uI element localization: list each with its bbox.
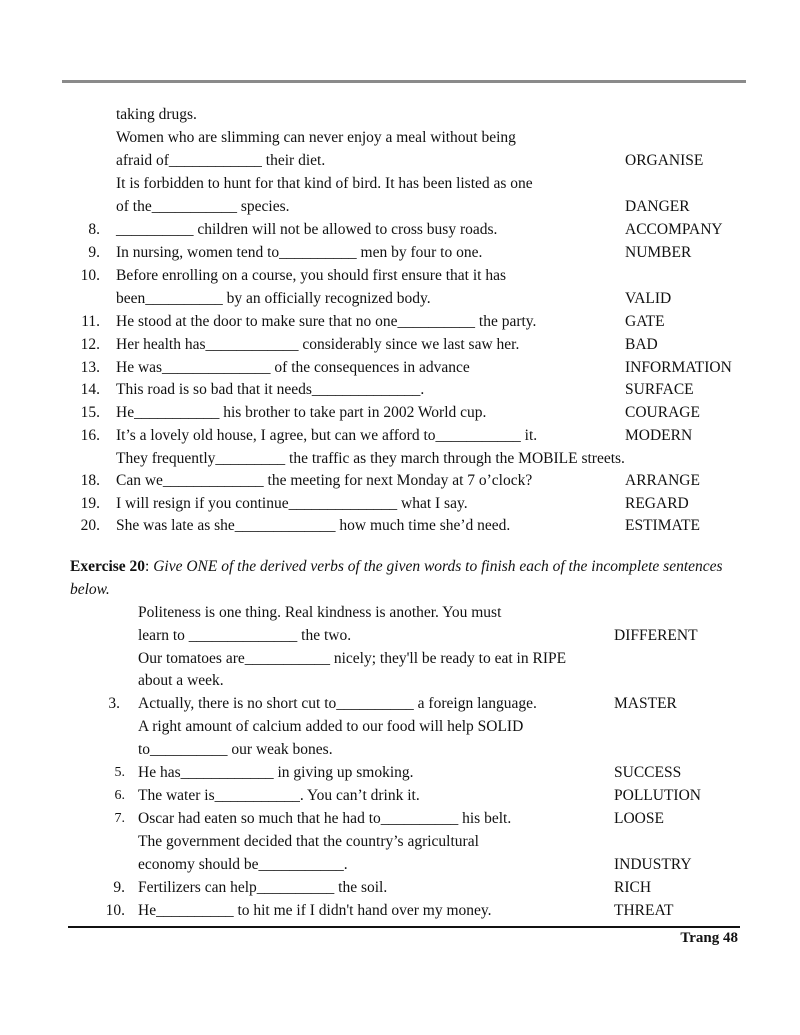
keyword: ARRANGE: [625, 472, 700, 489]
keyword: RICH: [614, 879, 652, 896]
text-line: He has____________ in giving up smoking.: [138, 764, 414, 781]
text-line: It’s a lovely old house, I agree, but can we afford to___________ it.: [116, 427, 538, 444]
text-line: taking drugs.: [116, 106, 197, 123]
keyword: ACCOMPANY: [625, 221, 723, 238]
text-line: economy should be___________.: [138, 856, 348, 873]
text-line: He__________ to hit me if I didn't hand over my money.: [138, 902, 492, 919]
item-number: 14.: [80, 381, 100, 398]
text-line: of the___________ species.: [116, 198, 290, 215]
keyword: SURFACE: [625, 381, 694, 398]
text-line: Women who are slimming can never enjoy a meal without being: [116, 129, 516, 146]
text-line: I will resign if you continue______________ what I say.: [116, 495, 468, 512]
page-number: Trang 48: [680, 930, 738, 946]
item-number: 5.: [114, 765, 125, 780]
text-line: A right amount of calcium added to our food will help SOLID: [138, 718, 524, 735]
exercise-colon: :: [145, 558, 154, 575]
text-line: learn to ______________ the two.: [138, 627, 352, 644]
text-line: Fertilizers can help__________ the soil.: [138, 879, 388, 896]
text-line: afraid of____________ their diet.: [116, 152, 326, 169]
keyword: ORGANISE: [625, 152, 704, 169]
text-line: It is forbidden to hunt for that kind of bird. It has been listed as one: [116, 175, 533, 192]
text-line: Before enrolling on a course, you should first ensure that it has: [116, 267, 506, 284]
footer-rule: [68, 926, 740, 928]
keyword: DIFFERENT: [614, 627, 698, 644]
keyword: THREAT: [614, 902, 674, 919]
text-line: He was______________ of the consequences in advance: [116, 359, 470, 376]
keyword: VALID: [625, 290, 672, 307]
item-number: 19.: [80, 495, 100, 512]
item-number: 6.: [114, 788, 125, 803]
item-number: 8.: [88, 221, 100, 238]
text-line: been__________ by an officially recognized body.: [116, 290, 431, 307]
text-line: about a week.: [138, 672, 224, 689]
keyword: SUCCESS: [614, 764, 682, 781]
keyword: NUMBER: [625, 244, 692, 261]
text-line: The water is___________. You can’t drink it.: [138, 787, 420, 804]
keyword: POLLUTION: [614, 787, 701, 804]
keyword: MODERN: [625, 427, 693, 444]
text-line: She was late as she_____________ how much time she’d need.: [116, 517, 511, 534]
keyword: LOOSE: [614, 810, 664, 827]
text-line: He stood at the door to make sure that no one__________ the party.: [116, 313, 537, 330]
text-line: Politeness is one thing. Real kindness is another. You must: [138, 604, 502, 621]
exercise-label: Exercise 20: [70, 558, 146, 575]
keyword: COURAGE: [625, 404, 700, 421]
item-number: 18.: [80, 472, 100, 489]
item-number: 12.: [80, 336, 100, 353]
text-line: Our tomatoes are___________ nicely; they'll be ready to eat in RIPE: [138, 650, 567, 667]
keyword: GATE: [625, 313, 665, 330]
text-line: They frequently_________ the traffic as they march through the MOBILE streets.: [116, 450, 625, 467]
keyword: DANGER: [625, 198, 690, 215]
header-rule: [62, 80, 746, 83]
item-number: 15.: [80, 404, 100, 421]
item-number: 3.: [108, 695, 120, 712]
text-line: This road is so bad that it needs______________.: [116, 381, 425, 398]
item-number: 9.: [113, 879, 125, 896]
item-number: 7.: [114, 811, 125, 826]
text-line: __________ children will not be allowed to cross busy roads.: [116, 221, 498, 238]
keyword: MASTER: [614, 695, 677, 712]
keyword: INFORMATION: [625, 359, 732, 376]
text-line: to__________ our weak bones.: [138, 741, 333, 758]
text-line: He___________ his brother to take part in 2002 World cup.: [116, 404, 487, 421]
item-number: 9.: [88, 244, 100, 261]
text-line: In nursing, women tend to__________ men by four to one.: [116, 244, 483, 261]
item-number: 10.: [105, 902, 125, 919]
item-number: 16.: [80, 427, 100, 444]
text-line: Oscar had eaten so much that he had to__________ his belt.: [138, 810, 512, 827]
keyword: BAD: [625, 336, 658, 353]
keyword: REGARD: [625, 495, 689, 512]
keyword: ESTIMATE: [625, 517, 700, 534]
exercise-instruction: Give ONE of the derived verbs of the given words to finish each of the incomplete sentences below.: [70, 558, 723, 598]
item-number: 11.: [81, 313, 100, 330]
item-number: 13.: [80, 359, 100, 376]
text-line: The government decided that the country’s agricultural: [138, 833, 479, 850]
item-number: 20.: [80, 517, 100, 534]
text-line: Can we_____________ the meeting for next Monday at 7 o’clock?: [116, 472, 533, 489]
text-line: Actually, there is no short cut to__________ a foreign language.: [138, 695, 537, 712]
item-number: 10.: [80, 267, 100, 284]
text-line: Her health has____________ considerably since we last saw her.: [116, 336, 520, 353]
exercise-heading: [70, 555, 740, 601]
keyword: INDUSTRY: [614, 856, 692, 873]
